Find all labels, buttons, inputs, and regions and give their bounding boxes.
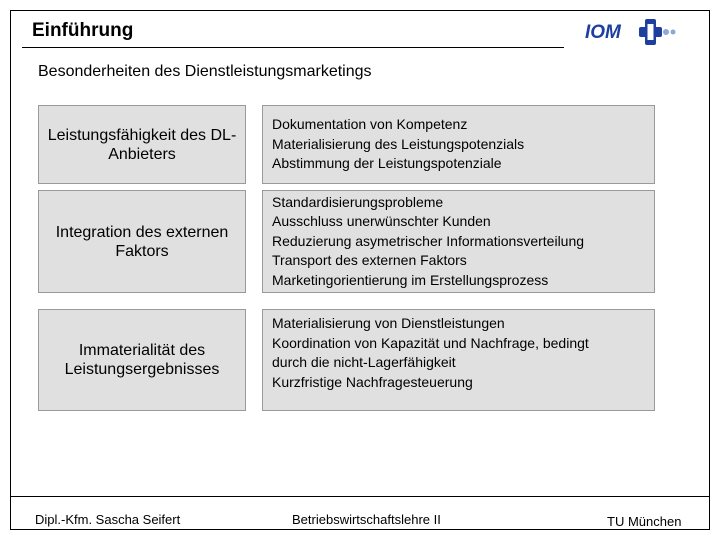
point-line: Materialisierung von Dienstleistungen	[272, 315, 505, 331]
points-box-integration	[262, 190, 655, 293]
point-line: Standardisierungsprobleme	[272, 193, 444, 210]
point-line: Materialisierung des Leistungspotenzials	[272, 135, 525, 152]
point-line: Transport des externen Faktors	[272, 252, 467, 269]
point-line: Marketingorientierung im Erstellungsprozess	[272, 271, 549, 288]
points-box-immateriality	[262, 309, 655, 411]
topic-box-performance	[38, 105, 246, 184]
topic-label: Immaterialität des Leistungsergebnisses	[64, 342, 220, 378]
title-underline	[22, 47, 564, 48]
topic-box-immateriality	[38, 309, 246, 411]
footer-author: Dipl.-Kfm. Sascha Seifert	[35, 512, 181, 527]
logo-cross-icon	[639, 19, 662, 45]
logo-text: IOM	[585, 22, 621, 43]
slide-subtitle: Besonderheiten des Dienstleistungsmarketings	[38, 63, 372, 80]
slide-title: Einführung	[32, 20, 134, 41]
topic-box-integration	[38, 190, 246, 293]
point-line: Dokumentation von Kompetenz	[272, 116, 468, 133]
footer-divider	[10, 496, 710, 497]
footer-course: Betriebswirtschaftslehre II	[292, 512, 441, 527]
point-line: Ausschluss unerwünschter Kunden	[272, 213, 491, 230]
point-line: durch die nicht-Lagerfähigkeit	[272, 354, 456, 370]
points-box-performance	[262, 105, 655, 184]
topic-label: Integration des externen Faktors	[55, 223, 229, 260]
topic-label: Leistungsfähigkeit des DL-Anbieters	[47, 126, 237, 163]
point-line: Reduzierung asymetrischer Informationsverteilung	[272, 232, 585, 249]
logo-dots-icon	[663, 29, 676, 35]
point-line: Kurzfristige Nachfragesteuerung	[272, 373, 473, 390]
point-line: Koordination von Kapazität und Nachfrage, bedingt	[272, 334, 589, 351]
iom-logo	[583, 16, 679, 48]
footer-university: TU München	[607, 514, 682, 529]
point-line: Abstimmung der Leistungspotenziale	[272, 155, 502, 172]
